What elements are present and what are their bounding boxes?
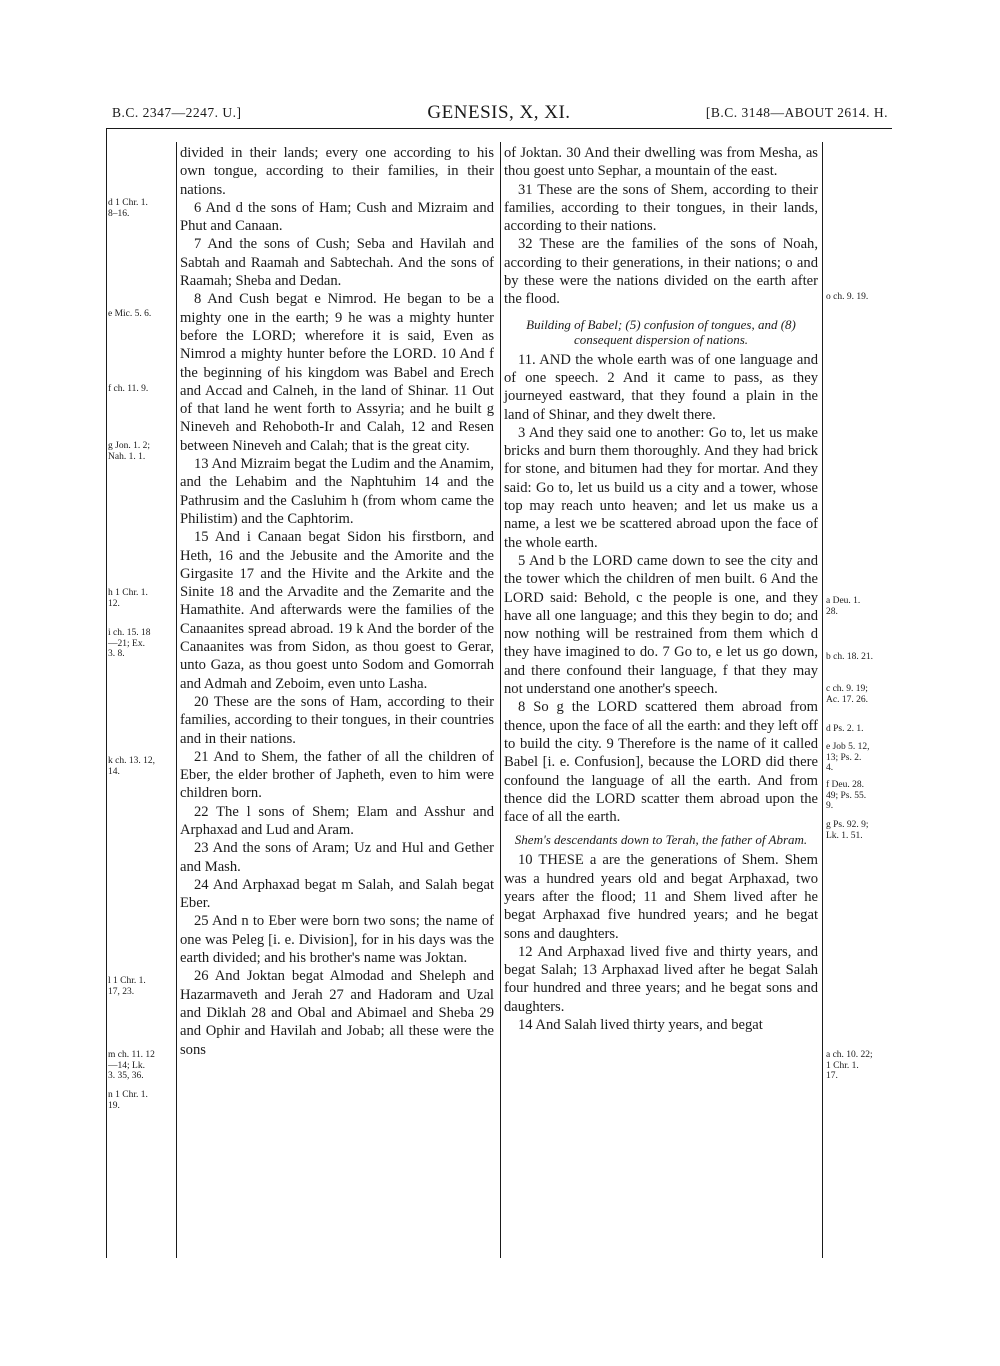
- margin-reference: e Job 5. 12, 13; Ps. 2. 4.: [826, 742, 870, 773]
- margin-reference: a ch. 10. 22; 1 Chr. 1. 17.: [826, 1050, 873, 1081]
- verse-paragraph: divided in their lands; every one according to his own tongue, according to their families, in their nations.: [180, 145, 494, 198]
- margin-reference: k ch. 13. 12, 14.: [108, 756, 155, 777]
- margin-reference: o ch. 9. 19.: [826, 292, 869, 302]
- margin-reference: h 1 Chr. 1. 12.: [108, 588, 148, 609]
- verse-paragraph: 8 So g the LORD scattered them abroad from thence, upon the face of all the earth: and they left off to build the city. 9 Therefore is the name of it called Babel [i. e. Confusion], because the LORD did there confound the language of all the earth. And from thence did the LORD scatter them abroad upon the face of all the earth.: [504, 699, 818, 826]
- verse-paragraph: 5 And b the LORD came down to see the city and the tower which the children of men built. 6 And the LORD said: Behold, c the people is one, and they have all one language; and this they begin to do; and now nothing will be restrained from them which d they have imagined to do. 7 Go to, e let us go down, and there confound their language, f that they may not understand one another's speech.: [504, 552, 818, 698]
- verse-paragraph: 23 And the sons of Aram; Uz and Hul and Gether and Mash.: [180, 840, 494, 875]
- header-left-date: B.C. 2347—2247. U.]: [112, 105, 242, 120]
- margin-reference: f Deu. 28. 49; Ps. 55. 9.: [826, 780, 867, 811]
- header-right-date: [B.C. 3148—ABOUT 2614. H.: [705, 105, 888, 120]
- margin-reference: c ch. 9. 19; Ac. 17. 26.: [826, 684, 868, 705]
- left-border-rule: [106, 128, 107, 1258]
- right-margin-rule: [822, 142, 823, 1258]
- running-header: [106, 104, 892, 126]
- margin-reference: n 1 Chr. 1. 19.: [108, 1090, 148, 1111]
- left-margin-rule: [176, 142, 177, 1258]
- verse-paragraph: 26 And Joktan begat Almodad and Sheleph and Hazarmaveth and Jerah 27 and Hadoram and Uzal and Diklah 28 and Obal and Abimael and Sheba 29 and Ophir and Havilah and Jobab; all these were the sons: [180, 968, 494, 1058]
- section-heading: Building of Babel; (5) confusion of tongues, and (8) consequent dispersion of nations.: [526, 316, 796, 347]
- chapter-opening-paragraph: 11. AND the whole earth was of one language and of one speech. 2 And it came to pass, as they journeyed eastward, that they found a plain in the land of Shinar, and they dwelt there.: [504, 351, 818, 423]
- section-heading: Shem's descendants down to Terah, the father of Abram.: [514, 832, 808, 848]
- margin-reference: g Ps. 92. 9; Lk. 1. 51.: [826, 820, 869, 841]
- verse-paragraph: 15 And i Canaan begat Sidon his firstborn, and Heth, 16 and the Jebusite and the Amorite and the Girgasite 17 and the Hivite and the Arkite and the Sinite 18 and the Arvadite and the Zemarite and the Hamathite. And afterwards were the families of the Canaanites spread abroad. 19 k And the border of the Canaanites was from Sidon, as thou goest to Gerar, unto Gaza, as thou goest unto Sodom and Gomorrah and Admah and Zeboim, even unto Lasha.: [180, 529, 494, 692]
- verse-paragraph: 14 And Salah lived thirty years, and begat: [518, 1017, 763, 1034]
- margin-reference: d Ps. 2. 1.: [826, 724, 864, 734]
- verse-paragraph: 3 And they said one to another: Go to, let us make bricks and burn them thoroughly. And they had brick for stone, and bitumen had they for mortar. And they said: Go to, let us build us a city and a tower, whose top may reach unto heaven; and let us make us a name, a lest we be scattered abroad upon the face of the whole earth.: [504, 424, 818, 551]
- margin-reference: g Jon. 1. 2; Nah. 1. 1.: [108, 441, 150, 462]
- verse-paragraph: 7 And the sons of Cush; Seba and Havilah and Sabtah and Raamah and Sabtechah. And the sons of Raamah; Sheba and Dedan.: [180, 236, 494, 290]
- verse-paragraph: 20 These are the sons of Ham, according to their families, according to their tongues, in their countries and in their nations.: [180, 693, 494, 747]
- margin-reference: f ch. 11. 9.: [108, 384, 149, 394]
- verse-paragraph: 31 These are the sons of Shem, according to their families, according to their tongues, in their lands, according to their nations.: [504, 181, 818, 235]
- margin-reference: l 1 Chr. 1. 17, 23.: [108, 976, 146, 997]
- verse-paragraph: 8 And Cush begat e Nimrod. He began to be a mighty one in the earth; 9 he was a mighty hunter before the LORD; wherefore it is said, Even as Nimrod a mighty hunter before the LORD. 10 And f the beginning of his kingdom was Babel and Erech and Accad and Calneh, in the land of Shinar. 11 Out of that land he went forth to Assyria; and he built g Nineveh and Rehoboth-Ir and Calah, 12 and Resen between Nineveh and Calah; that is the great city.: [180, 291, 494, 454]
- verse-paragraph: 13 And Mizraim begat the Ludim and the Anamim, and the Lehabim and the Naphtuhim 14 and the Pathrusim and the Casluhim h (from whom came the Philistim) and the Caphtorim.: [180, 456, 494, 527]
- bible-page: [106, 104, 892, 1264]
- margin-reference: i ch. 15. 18 —21; Ex. 3. 8.: [108, 628, 151, 659]
- verse-paragraph: 32 These are the families of the sons of Noah, according to their generations, in their nations; o and by these were the nations divided on the earth after the flood.: [504, 236, 818, 308]
- verse-paragraph: 25 And n to Eber were born two sons; the name of one was Peleg [i. e. Division], for in his days was the earth divided; and his brother's name was Joktan.: [180, 913, 494, 967]
- header-book-title: GENESIS, X, XI.: [427, 102, 571, 123]
- margin-reference: b ch. 18. 21.: [826, 652, 873, 662]
- column-divider-rule: [500, 142, 501, 1258]
- verse-paragraph: 6 And d the sons of Ham; Cush and Mizraim and Phut and Canaan.: [180, 199, 494, 235]
- verse-paragraph: of Joktan. 30 And their dwelling was from Mesha, as thou goest unto Sephar, a mountain of the east.: [504, 145, 818, 180]
- margin-reference: d 1 Chr. 1. 8–16.: [108, 198, 148, 219]
- verse-paragraph: 12 And Arphaxad lived five and thirty years, and begat Salah; 13 Arphaxad lived after he begat Salah four hundred and three years; and he begat sons and daughters.: [504, 943, 818, 1015]
- verse-paragraph: 22 The l sons of Shem; Elam and Asshur and Arphaxad and Lud and Aram.: [180, 803, 494, 838]
- verse-paragraph: 21 And to Shem, the father of all the children of Eber, the elder brother of Japheth, even to him were children born.: [180, 748, 494, 802]
- text-column-right: [504, 144, 818, 1034]
- margin-reference: e Mic. 5. 6.: [108, 309, 152, 319]
- margin-reference: a Deu. 1. 28.: [826, 596, 861, 617]
- margin-reference: m ch. 11. 12 —14; Lk. 3. 35, 36.: [108, 1050, 155, 1081]
- verse-paragraph: 10 THESE a are the generations of Shem. Shem was a hundred years old and begat Arphaxad, two years after the flood; 11 and Shem lived after he begat Arphaxad five hundred years; and he begat sons and daughters.: [504, 852, 818, 942]
- verse-paragraph: 24 And Arphaxad begat m Salah, and Salah begat Eber.: [180, 876, 494, 912]
- header-rule: [106, 128, 892, 129]
- text-column-left: [180, 144, 494, 1059]
